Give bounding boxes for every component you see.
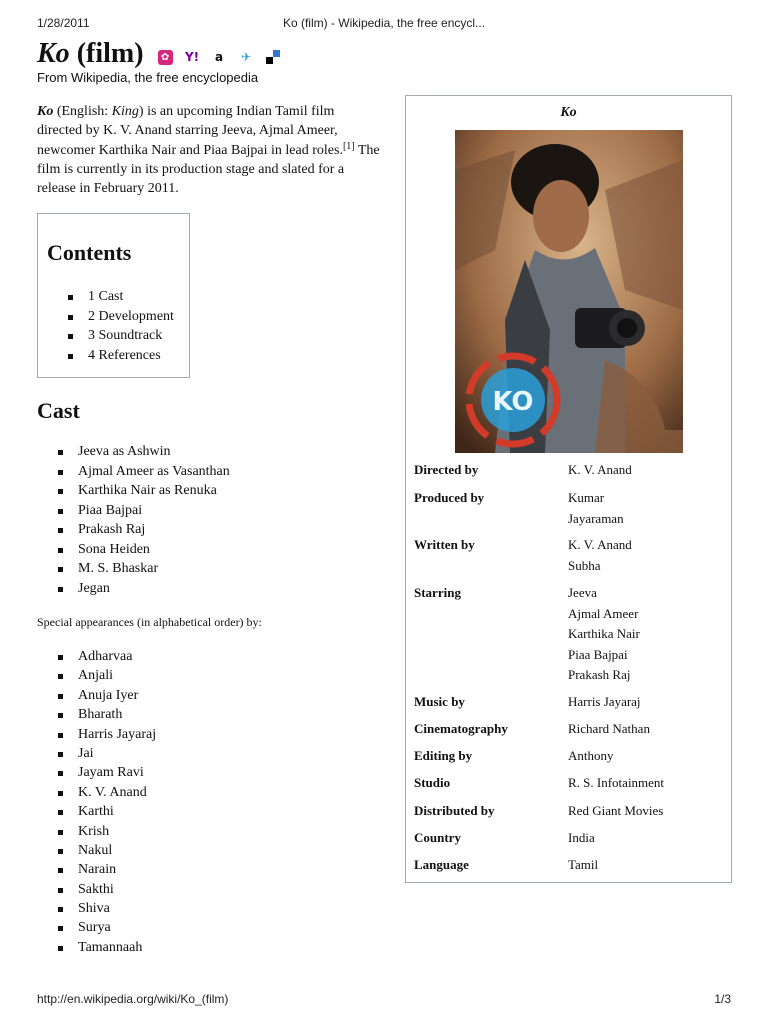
- list-item: Sona Heiden: [58, 540, 230, 560]
- infobox-value: [568, 773, 725, 794]
- infobox-label: Distributed by: [414, 803, 495, 818]
- infobox-label: Language: [414, 857, 469, 872]
- intro-part3: The film is currently in its production stage and slated for a release in February 2011.: [37, 142, 380, 197]
- list-item: Sakthi: [58, 880, 156, 899]
- twitter-icon[interactable]: ✈: [241, 49, 252, 64]
- intro-bold-title: Ko: [37, 104, 54, 119]
- infobox-label: Editing by: [414, 748, 473, 763]
- toc-item-references[interactable]: 4 References: [68, 346, 174, 366]
- yahoo-icon[interactable]: Y!: [184, 49, 200, 64]
- infobox-value-line[interactable]: Ajmal Ameer: [568, 605, 639, 621]
- infobox-value-line[interactable]: Subha: [568, 557, 601, 573]
- infobox-value: [568, 801, 725, 822]
- print-footer: [0, 992, 768, 1008]
- infobox-label: Cinematography: [414, 721, 508, 736]
- infobox-value-line[interactable]: Harris Jayaraj: [568, 694, 641, 709]
- infobox-value-line[interactable]: Prakash Raj: [568, 667, 631, 682]
- infobox-value: [568, 855, 725, 876]
- infobox-value-line[interactable]: Tamil: [568, 857, 599, 872]
- list-item: Harris Jayaraj: [58, 725, 156, 744]
- intro-part2: ) is an upcoming Indian Tamil film directed by K. V. Anand starring Jeeva, Ajmal Ameer, newcomer Karthika Nair and Piaa Bajpai in lead roles.: [37, 104, 343, 158]
- infobox-value-line[interactable]: Kumar: [568, 490, 605, 505]
- print-date: 1/28/2011: [37, 16, 90, 30]
- infobox-label: Country: [414, 830, 461, 845]
- list-item: Anuja Iyer: [58, 686, 156, 705]
- infobox-value-line[interactable]: K. V. Anand: [568, 462, 632, 477]
- infobox-value-line[interactable]: Karthika Nair: [568, 626, 640, 641]
- infobox-value: [568, 583, 725, 686]
- special-appearances-note: Special appearances (in alphabetical order) by:: [37, 615, 262, 629]
- infobox-value: [568, 692, 725, 713]
- print-url: http://en.wikipedia.org/wiki/Ko_(film): [37, 992, 229, 1006]
- infobox-value-line[interactable]: India: [568, 830, 595, 845]
- infobox-value-line[interactable]: Red Giant Movies: [568, 803, 664, 818]
- toc-item-soundtrack[interactable]: 3 Soundtrack: [68, 326, 174, 346]
- print-page-number: 1/3: [714, 992, 731, 1006]
- list-item: Karthika Nair as Renuka: [58, 481, 230, 501]
- infobox-value: [568, 828, 725, 849]
- list-item: Krish: [58, 822, 156, 841]
- page-title-italic: Ko: [37, 38, 70, 69]
- toc-heading: Contents: [47, 240, 132, 265]
- infobox-label: Produced by: [414, 490, 485, 505]
- poster-logo-mark: KO: [492, 387, 534, 417]
- toc-list: [68, 287, 174, 365]
- cast-list: [58, 442, 230, 598]
- page-title-rest: (film): [69, 38, 144, 69]
- table-of-contents: [37, 213, 190, 378]
- delicious-icon[interactable]: [266, 50, 281, 65]
- list-item: Anjali: [58, 666, 156, 685]
- infobox-value: [568, 719, 725, 740]
- list-item: Surya: [58, 918, 156, 937]
- toc-item-cast[interactable]: 1 Cast: [68, 287, 174, 307]
- special-appearances-list: [58, 647, 156, 957]
- infobox-value: [568, 460, 725, 481]
- list-item: Jegan: [58, 579, 230, 599]
- print-header: [0, 16, 768, 32]
- infobox-value-line[interactable]: Richard Nathan: [568, 721, 650, 736]
- infobox-label: Music by: [414, 694, 465, 709]
- list-item: Ajmal Ameer as Vasanthan: [58, 462, 230, 482]
- list-item: Jeeva as Ashwin: [58, 442, 230, 462]
- list-item: Jayam Ravi: [58, 763, 156, 782]
- cast-heading: Cast: [37, 398, 80, 423]
- infobox-value-line[interactable]: Jayaraman: [568, 510, 624, 526]
- intro-ref-link[interactable]: [1]: [342, 140, 355, 152]
- infobox-label: Directed by: [414, 462, 479, 477]
- infobox-label: Starring: [414, 585, 461, 600]
- list-item: Tamannaah: [58, 938, 156, 957]
- infobox-label: Written by: [414, 537, 475, 552]
- toc-item-development[interactable]: 2 Development: [68, 307, 174, 327]
- infobox-value-line[interactable]: Anthony: [568, 748, 614, 763]
- film-poster-image[interactable]: [455, 130, 683, 453]
- infobox-value: [568, 535, 725, 576]
- list-item: Narain: [58, 860, 156, 879]
- infobox-value-line[interactable]: K. V. Anand: [568, 537, 632, 552]
- list-item: Bharath: [58, 705, 156, 724]
- intro-paragraph: [37, 102, 382, 198]
- infobox-label: Studio: [414, 775, 451, 790]
- infobox-value-line[interactable]: R. S. Infotainment: [568, 775, 665, 790]
- infobox: [405, 95, 732, 883]
- list-item: Karthi: [58, 802, 156, 821]
- list-item: Nakul: [58, 841, 156, 860]
- print-title: Ko (film) - Wikipedia, the free encycl...: [282, 16, 486, 30]
- tagline: From Wikipedia, the free encyclopedia: [37, 70, 259, 85]
- list-item: Jai: [58, 744, 156, 763]
- list-item: Adharvaa: [58, 647, 156, 666]
- list-item: K. V. Anand: [58, 783, 156, 802]
- infobox-value: [568, 488, 725, 529]
- list-item: Shiva: [58, 899, 156, 918]
- infobox-value-line[interactable]: Piaa Bajpai: [568, 646, 628, 662]
- intro-english-title: King: [111, 104, 139, 119]
- list-item: Prakash Raj: [58, 520, 230, 540]
- infobox-title: Ko: [560, 105, 577, 120]
- intro-part1: (English:: [53, 104, 112, 119]
- poster-illustration: [455, 130, 683, 453]
- page-title: [37, 38, 144, 70]
- myspace-icon[interactable]: ✿: [158, 50, 173, 65]
- list-item: M. S. Bhaskar: [58, 559, 230, 579]
- title-row: [37, 36, 281, 72]
- list-item: Piaa Bajpai: [58, 501, 230, 521]
- infobox-value-line[interactable]: Jeeva: [568, 585, 597, 600]
- amazon-icon[interactable]: a: [214, 49, 224, 64]
- share-icons: [158, 44, 281, 65]
- infobox-value: [568, 746, 725, 767]
